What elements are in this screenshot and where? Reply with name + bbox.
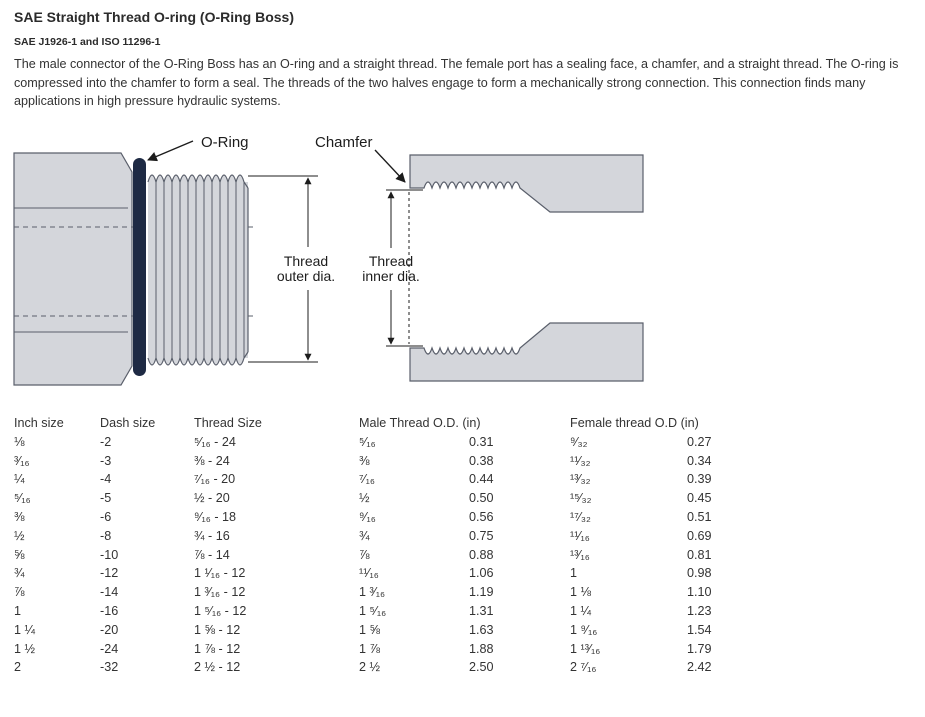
male-od-value-cell: 1.06 (469, 566, 494, 581)
inch-size-cell: 2 (14, 660, 22, 675)
thread-size-cell: ½ - 20 (194, 491, 230, 506)
male-od-fraction-cell: 1 ⁵⁄₁₆ (359, 603, 387, 618)
dash-size-cell: -32 (100, 660, 119, 675)
female-od-value-cell: 0.98 (687, 566, 712, 581)
male-od-fraction-cell: ⁹⁄₁₆ (359, 509, 376, 524)
female-od-fraction-cell: ¹¹⁄₃₂ (570, 453, 591, 468)
female-od-fraction-cell: ⁹⁄₃₂ (570, 434, 588, 449)
female-od-fraction-cell: ¹¹⁄₁₆ (570, 528, 590, 543)
inner-dia-label-line2: inner dia. (362, 268, 420, 284)
thread-size-cell: ⅞ - 14 (194, 547, 230, 562)
inch-size-cell: 1 ¼ (14, 622, 36, 637)
page-title: SAE Straight Thread O-ring (O-Ring Boss) (14, 9, 295, 25)
male-connector (14, 153, 255, 385)
inch-size-cell: ¾ (14, 566, 25, 581)
female-od-value-cell: 1.79 (687, 641, 712, 656)
female-od-fraction-cell: 1 ⁹⁄₁₆ (570, 622, 598, 637)
oring-label: O-Ring (201, 134, 249, 151)
header-inch-size: Inch size (14, 416, 64, 430)
female-od-value-cell: 1.54 (687, 622, 712, 637)
male-od-fraction-cell: ⅞ (359, 547, 370, 562)
female-od-value-cell: 0.27 (687, 434, 712, 449)
inch-size-cell: ¼ (14, 472, 25, 487)
thread-size-cell: ¾ - 16 (194, 528, 230, 543)
female-port-top (410, 155, 643, 212)
dash-size-cell: -5 (100, 491, 112, 506)
male-od-fraction-cell: ½ (359, 491, 370, 506)
female-od-value-cell: 0.34 (687, 453, 712, 468)
female-od-value-cell: 0.45 (687, 491, 712, 506)
male-od-value-cell: 0.31 (469, 434, 494, 449)
dash-size-cell: -2 (100, 434, 112, 449)
female-od-value-cell: 1.10 (687, 585, 712, 600)
inch-size-cell: ⅞ (14, 585, 25, 600)
thread-size-cell: 1 ⅞ - 12 (194, 641, 241, 656)
thread-size-cell: ⅜ - 24 (194, 453, 230, 468)
male-od-value-cell: 1.31 (469, 603, 494, 618)
male-od-fraction-cell: 1 ⅝ (359, 622, 381, 637)
thread-size-cell: 1 ⅝ - 12 (194, 622, 241, 637)
male-od-fraction-cell: 1 ³⁄₁₆ (359, 585, 386, 600)
thread-size-cell: ⁹⁄₁₆ - 18 (194, 509, 237, 524)
thread-size-cell: 2 ½ - 12 (194, 660, 241, 675)
female-od-fraction-cell: 1 ¹³⁄₁₆ (570, 641, 601, 656)
outer-dia-label-line1: Thread (283, 253, 329, 269)
thread-size-cell: ⁷⁄₁₆ - 20 (194, 472, 236, 487)
header-thread-size: Thread Size (194, 416, 262, 430)
inch-size-cell: ⅜ (14, 509, 25, 524)
female-od-fraction-cell: ¹⁵⁄₃₂ (570, 491, 592, 506)
male-od-value-cell: 0.44 (469, 472, 494, 487)
female-od-value-cell: 2.42 (687, 660, 712, 675)
dash-size-cell: -12 (100, 566, 119, 581)
female-od-value-cell: 0.69 (687, 528, 712, 543)
chamfer-label: Chamfer (315, 134, 373, 151)
male-od-fraction-cell: ¾ (359, 528, 370, 543)
female-port-bottom (410, 323, 643, 381)
outer-dia-label-line2: outer dia. (276, 268, 336, 284)
male-od-fraction-cell: 1 ⅞ (359, 641, 381, 656)
male-od-fraction-cell: ⅜ (359, 453, 370, 468)
inch-size-cell: ³⁄₁₆ (14, 453, 30, 468)
female-port (410, 155, 643, 381)
male-od-value-cell: 2.50 (469, 660, 494, 675)
oring-boss-diagram (0, 120, 660, 390)
header-dash-size: Dash size (100, 416, 156, 430)
dash-size-cell: -20 (100, 622, 119, 637)
inch-size-cell: ⅝ (14, 547, 25, 562)
female-od-fraction-cell: 1 ⅛ (570, 585, 592, 600)
oring-shape (133, 158, 146, 376)
female-od-fraction-cell: ¹³⁄₁₆ (570, 547, 590, 562)
male-od-value-cell: 0.56 (469, 509, 494, 524)
female-od-fraction-cell: ¹⁷⁄₃₂ (570, 509, 591, 524)
male-od-value-cell: 1.19 (469, 585, 494, 600)
female-od-value-cell: 1.23 (687, 603, 712, 618)
inch-size-cell: ⁵⁄₁₆ (14, 491, 31, 506)
thread-size-cell: 1 ³⁄₁₆ - 12 (194, 585, 246, 600)
male-thread-body (148, 182, 248, 358)
male-od-value-cell: 0.75 (469, 528, 494, 543)
inch-size-cell: ⅛ (14, 434, 25, 449)
male-od-fraction-cell: ¹¹⁄₁₆ (359, 566, 379, 581)
female-od-fraction-cell: 1 ¼ (570, 603, 592, 618)
dash-size-cell: -4 (100, 472, 112, 487)
dash-size-cell: -3 (100, 453, 112, 468)
male-od-value-cell: 1.63 (469, 622, 494, 637)
male-od-value-cell: 0.38 (469, 453, 494, 468)
male-od-fraction-cell: ⁷⁄₁₆ (359, 472, 375, 487)
inch-size-cell: ½ (14, 528, 25, 543)
thread-size-cell: ⁵⁄₁₆ - 24 (194, 434, 236, 449)
female-od-fraction-cell: ¹³⁄₃₂ (570, 472, 591, 487)
male-od-fraction-cell: ⁵⁄₁₆ (359, 434, 376, 449)
male-od-fraction-cell: 2 ½ (359, 660, 381, 675)
male-od-value-cell: 1.88 (469, 641, 494, 656)
header-male-od: Male Thread O.D. (in) (359, 416, 481, 430)
female-od-value-cell: 0.51 (687, 509, 712, 524)
description-paragraph: The male connector of the O-Ring Boss has an O-ring and a straight thread. The female port has a sealing face, a chamfer, and a straight thread. The O-ring is compressed into the chamfer to form a seal. The threads of the two halves engage to form a mechanically strong connection. This connection finds many applications in high pressure hydraulic systems. (14, 57, 899, 108)
female-od-value-cell: 0.39 (687, 472, 712, 487)
dash-size-cell: -14 (100, 585, 119, 600)
male-od-value-cell: 0.50 (469, 491, 494, 506)
female-od-fraction-cell: 2 ⁷⁄₁₆ (570, 660, 597, 675)
dash-size-cell: -8 (100, 528, 112, 543)
dash-size-cell: -10 (100, 547, 119, 562)
hex-body (14, 153, 132, 385)
dash-size-cell: -16 (100, 603, 119, 618)
inch-size-cell: 1 ½ (14, 641, 36, 656)
inch-size-cell: 1 (14, 603, 22, 618)
female-od-value-cell: 0.81 (687, 547, 712, 562)
thread-size-cell: 1 ⁵⁄₁₆ - 12 (194, 603, 247, 618)
dash-size-cell: -24 (100, 641, 119, 656)
thread-size-cell: 1 ¹⁄₁₆ - 12 (194, 566, 246, 581)
male-od-value-cell: 0.88 (469, 547, 494, 562)
inner-dia-label-line1: Thread (368, 253, 414, 269)
female-od-fraction-cell: 1 (570, 566, 578, 581)
dash-size-cell: -6 (100, 509, 112, 524)
header-female-od: Female thread O.D (in) (570, 416, 699, 430)
standards-subtitle: SAE J1926-1 and ISO 11296-1 (14, 36, 161, 48)
